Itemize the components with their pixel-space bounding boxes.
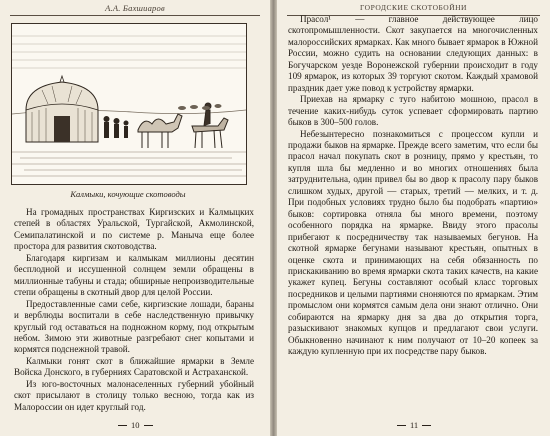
folio-dash [118,425,127,426]
left-page [0,0,270,436]
paragraph: Прасол¹ — главное действующее лицо скотопромышленности. Скот закупается на многочисленных малороссийских ярмарках. Как много бывает ярмарок в Южной России, можно судить на основании следующих данных: в Богучарском уезде Воронежской губернии происходит в году 109 ярмарок, из которых 39 торгуют скотом. Каждый храмовой праздник дает уже повод к устройству ярмарки. [288,14,538,93]
figure-caption: Калмыки, кочующие скотоводы [70,189,186,199]
paragraph: На громадных пространствах Киргизских и Калмыцких степей в областях Уральской, Тургайской, Акмолинской, Семипалатинской и по системе р. Маныча еще более простора для развития скотоводства. [14,207,254,252]
paragraph: Благодаря киргизам и калмыкам миллионы десятин бесплодной и иссушенной солнцем земли обращены в миллионные табуны и стада; обширные непроизводительные степи обращены в скотный двор для целой России. [14,252,254,298]
folio-dash [397,425,406,426]
yurt-illustration [26,76,98,142]
paragraph: Предоставленные сами себе, киргизские лошади, бараны и верблюды воспитали в себе наследственную привычку круглый год оставаться на подножном корму, под открытым небом. Зимою эти животные разгребают снег копытами и кормятся подснежной травой. [14,298,254,355]
paragraph: Калмыки гонят скот в ближайшие ярмарки в Земле Войска Донского, в губерниях Саратовской и Астраханской. [14,355,254,378]
page-number: 11 [410,420,419,430]
paragraph: Приехав на ярмарку с туго набитою мошною, прасол в течение каких-нибудь суток успевает сформировать партию быков в 300–500 голов. [288,94,538,128]
horse-illustration [192,103,228,148]
folio-dash [422,425,431,426]
paragraph: Из юго-восточных малонаселенных губерний убойный скот присылают в столицу только весною, тогда как из Малороссии он идет круглый год. [14,378,254,412]
engraving-figure [11,23,247,185]
steppe-engraving-illustration [12,24,246,184]
paragraph: Небезынтересно познакомиться с процессом купли и продажи быков на ярмарке. Прежде всего заметим, что если бы прасол начал покупать скот в розницу, прямо у крестьян, то купля шла бы медленно и во многих отношениях была затруднительна, один привел бы во двор к прасолу пару быков слишком худых, другой — старых, третий — мелких, и т. д. При подобных условиях трудно было бы подобрать «партию» быков: сортировка отняла бы много времени, поэтому особенного порядка на ярмарке. Ввиду этого прасолы прибегают к посредничеству так называемых бегунов. На скотной ярмарке бегунами называют крестьян, опытных в оценке скота и принимающих на себя обязанность по прискакиванию во время ярмарки скота таких качеств, на какие укажет купец. Бегуны составляют особый класс торговых посредников и целыми партиями сноняются по ярмаркам. Этим промыслом они кормятся самым дела они знают отлично. Они собираются на ярмарку дня за два до открытия торга, разыскивают знакомых купцов и предлагают свои услуги. Обыкновенно начинают к ним получают от 10–20 копеек за каждую купленную при их посредстве пару быков. [288,128,538,357]
page-number: 10 [131,420,140,430]
page-gutter [270,0,277,436]
right-page [277,0,550,436]
left-body-text [14,207,254,413]
running-head-right: ГОРОДСКИЕ СКОТОБОЙНИ [360,3,467,12]
page-number-right [397,420,431,430]
camel-illustration [138,114,182,148]
header-rule-left [10,15,260,16]
running-head-left: А.А. Бахшиаров [105,3,165,13]
folio-dash [144,425,153,426]
right-body-text [288,14,538,358]
page-number-left [118,420,153,430]
